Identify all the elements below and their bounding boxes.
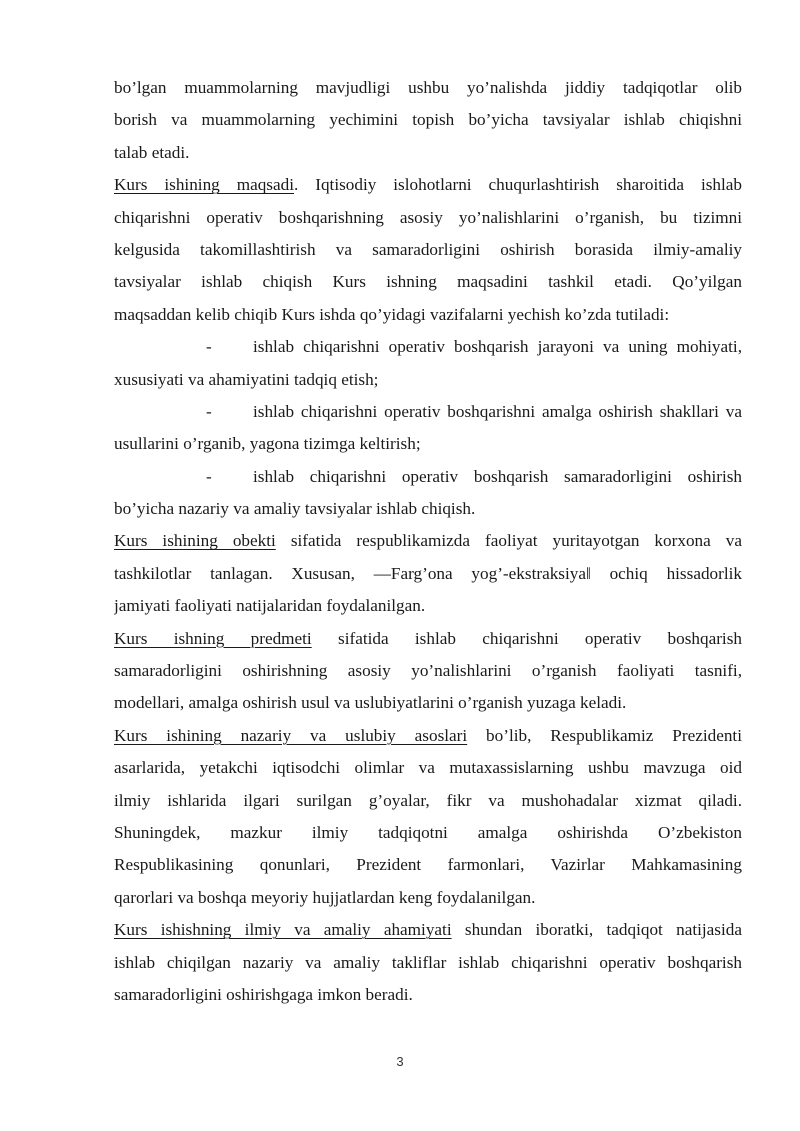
text-line: xususiyati va ahamiyatini tadqiq etish;	[114, 369, 379, 389]
list-dash: -	[206, 401, 212, 421]
text-run: ishlab chiqarishni operativ boshqarish jarayoni va uning mohiyati,	[253, 337, 742, 357]
text-line: Shuningdek, mazkur ilmiy tadqiqotni amalga oshirishda O’zbekiston	[114, 822, 742, 842]
text-line: ishlab chiqilgan nazariy va amaliy takliflar ishlab chiqarishni operativ boshqarish	[114, 952, 742, 972]
text-run: bo’lib, Respublikamiz Prezidenti	[467, 725, 742, 745]
task-item-3	[114, 461, 742, 493]
page-body	[114, 72, 742, 1011]
text-run: sifatida ishlab chiqarishni operativ boshqarish	[311, 628, 742, 648]
text-run: shundan iboratki, tadqiqot natijasida	[451, 920, 742, 940]
text-line: bo’yicha nazariy va amaliy tavsiyalar ishlab chiqish.	[114, 499, 476, 519]
heading-goal: Kurs ishining maqsadi	[114, 175, 294, 195]
text-line: samaradorligini oshirishgaga imkon beradi.	[114, 984, 413, 1004]
text-run: . Iqtisodiy islohotlarni chuqurlashtirish sharoitida ishlab	[293, 175, 742, 195]
text-run: ishlab chiqarishni operativ boshqarish samaradorligini oshirish	[253, 466, 742, 486]
task-item-2	[114, 396, 742, 428]
text-line: chiqarishni operativ boshqarishning asosiy yo’nalishlarini o’rganish, bu tizimni	[114, 207, 742, 227]
text-line: jamiyati faoliyati natijalaridan foydalanilgan.	[114, 596, 426, 616]
text-line: tavsiyalar ishlab chiqish Kurs ishning maqsadini tashkil etadi. Qo’yilgan	[114, 272, 742, 292]
text-line: kelgusida takomillashtirish va samaradorligini oshirish borasida ilmiy-amaliy	[114, 239, 742, 259]
heading-basis: Kurs ishining nazariy va uslubiy asoslari	[114, 725, 468, 745]
heading-significance: Kurs ishishning ilmiy va amaliy ahamiyati	[114, 920, 452, 940]
list-dash: -	[206, 337, 212, 357]
task-item-1	[114, 331, 742, 363]
text-run: ishlab chiqarishni operativ boshqarishni amalga oshirish shakllari va	[253, 401, 742, 421]
paragraph-object-first-line	[114, 525, 742, 557]
text-line: talab etadi.	[114, 142, 190, 162]
text-line: maqsaddan kelib chiqib Kurs ishda qo’yidagi vazifalarni yechish ko’zda tutiladi:	[114, 304, 670, 324]
paragraph-subject-first-line	[114, 623, 742, 655]
paragraph-significance-first-line	[114, 914, 742, 946]
heading-subject: Kurs ishning predmeti	[114, 628, 312, 648]
text-line: ilmiy ishlarida ilgari surilgan g’oyalar, fikr va mushohadalar xizmat qiladi.	[114, 790, 742, 810]
text-line: borish va muammolarning yechimini topish bo’yicha tavsiyalar ishlab chiqishni	[114, 110, 742, 130]
text-line: Respublikasining qonunlari, Prezident farmonlari, Vazirlar Mahkamasining	[114, 855, 742, 875]
text-line: tashkilotlar tanlagan. Xususan, ―Farg’ona yog’-ekstraksiya‖ ochiq hissadorlik	[114, 563, 742, 583]
text-line: bo’lgan muammolarning mavjudligi ushbu yo’nalishda jiddiy tadqiqotlar olib	[114, 78, 742, 97]
page-number: 3	[396, 1054, 404, 1069]
text-line: samaradorligini oshirishning asosiy yo’nalishlarini o’rganish faoliyati tasnifi,	[114, 661, 742, 681]
text-line: qarorlari va boshqa meyoriy hujjatlardan keng foydalanilgan.	[114, 887, 536, 907]
text-run: sifatida respublikamizda faoliyat yuritayotgan korxona va	[275, 531, 742, 551]
list-dash: -	[206, 466, 212, 486]
text-line: modellari, amalga oshirish usul va uslubiyatlarini o’rganish yuzaga keladi.	[114, 693, 627, 713]
text-line: usullarini o’rganib, yagona tizimga keltirish;	[114, 434, 421, 454]
paragraph-basis-first-line	[114, 720, 742, 752]
text-line: asarlarida, yetakchi iqtisodchi olimlar va mutaxassislarning ushbu mavzuga oid	[114, 758, 742, 778]
paragraph-goal-first-line	[114, 169, 742, 201]
heading-object: Kurs ishining obekti	[114, 531, 276, 551]
